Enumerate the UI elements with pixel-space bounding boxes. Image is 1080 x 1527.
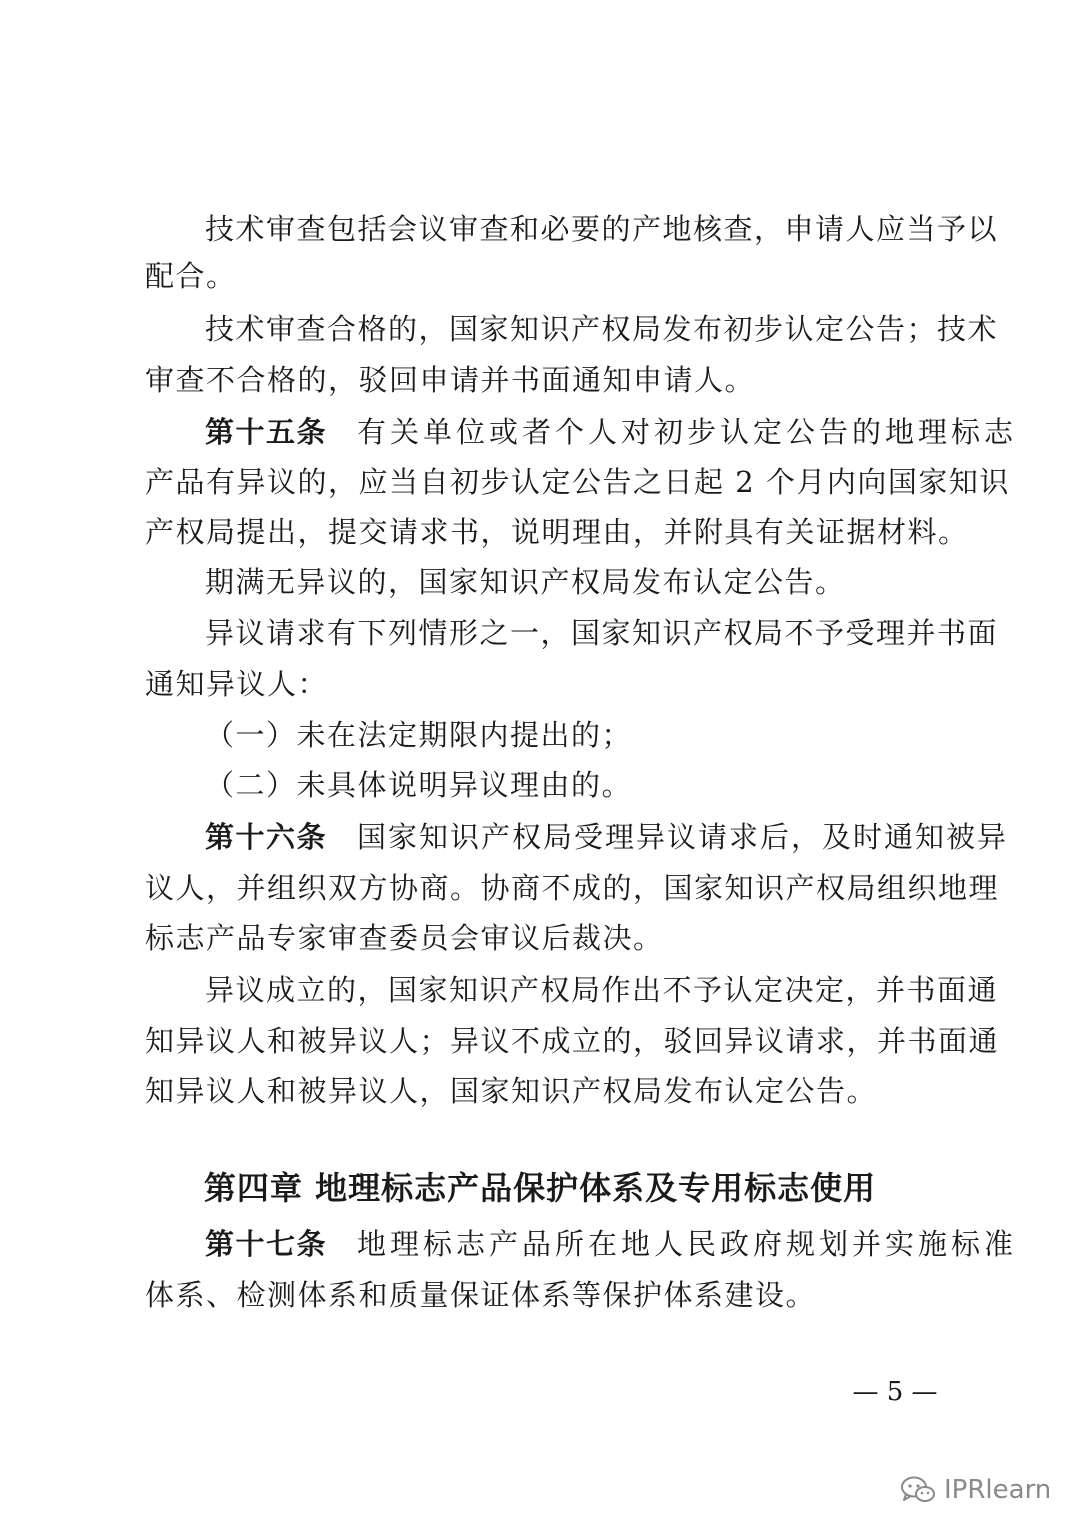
paragraph-line: 标志产品专家审查委员会审议后裁决。 (145, 921, 664, 955)
wechat-icon (900, 1475, 936, 1505)
paragraph-line: 国家知识产权局受理异议请求后，及时通知被异 (357, 820, 1009, 854)
page-number: — 5 — (852, 1377, 938, 1407)
paragraph-line: 审查不合格的，驳回申请并书面通知申请人。 (145, 363, 756, 397)
paragraph-line: 有关单位或者个人对初步认定公告的地理标志 (357, 415, 1018, 449)
paragraph-line: 体系、检测体系和质量保证体系等保护体系建设。 (145, 1278, 817, 1312)
paragraph-line: 知异议人和被异议人，国家知识产权局发布认定公告。 (145, 1074, 878, 1108)
chapter-heading: 第四章 地理标志产品保护体系及专用标志使用 (203, 1169, 877, 1207)
article-17-heading-line (205, 1224, 1018, 1264)
article-title: 第十五条 (205, 415, 328, 449)
paragraph-line: 产品有异议的，应当自初步认定公告之日起 2 个月内向国家知识 (145, 465, 1010, 499)
watermark (900, 1470, 1051, 1510)
paragraph-line: 通知异议人： (145, 667, 329, 701)
paragraph-line: 地理标志产品所在地人民政府规划并实施标准 (357, 1227, 1018, 1261)
list-item: （一）未在法定期限内提出的； (205, 718, 633, 752)
article-15-heading-line (205, 412, 1018, 452)
article-title: 第十六条 (205, 820, 328, 854)
list-item: （二）未具体说明异议理由的。 (205, 768, 633, 802)
paragraph-line: 技术审查包括会议审查和必要的产地核查，申请人应当予以 (205, 212, 999, 246)
paragraph-line: 产权局提出，提交请求书，说明理由，并附具有关证据材料。 (145, 515, 969, 549)
watermark-text: IPRlearn (944, 1475, 1052, 1505)
paragraph-line: 技术审查合格的，国家知识产权局发布初步认定公告；技术 (205, 312, 999, 346)
article-16-heading-line (205, 817, 1009, 857)
paragraph-line: 异议成立的，国家知识产权局作出不予认定决定，并书面通 (205, 973, 999, 1007)
paragraph-line: 异议请求有下列情形之一，国家知识产权局不予受理并书面 (205, 616, 999, 650)
paragraph-line: 期满无异议的，国家知识产权局发布认定公告。 (205, 565, 846, 599)
paragraph-line: 知异议人和被异议人；异议不成立的，驳回异议请求，并书面通 (145, 1024, 1000, 1058)
paragraph-line: 配合。 (145, 259, 237, 293)
article-title: 第十七条 (205, 1227, 328, 1261)
paragraph-line: 议人，并组织双方协商。协商不成的，国家知识产权局组织地理 (145, 871, 1000, 905)
